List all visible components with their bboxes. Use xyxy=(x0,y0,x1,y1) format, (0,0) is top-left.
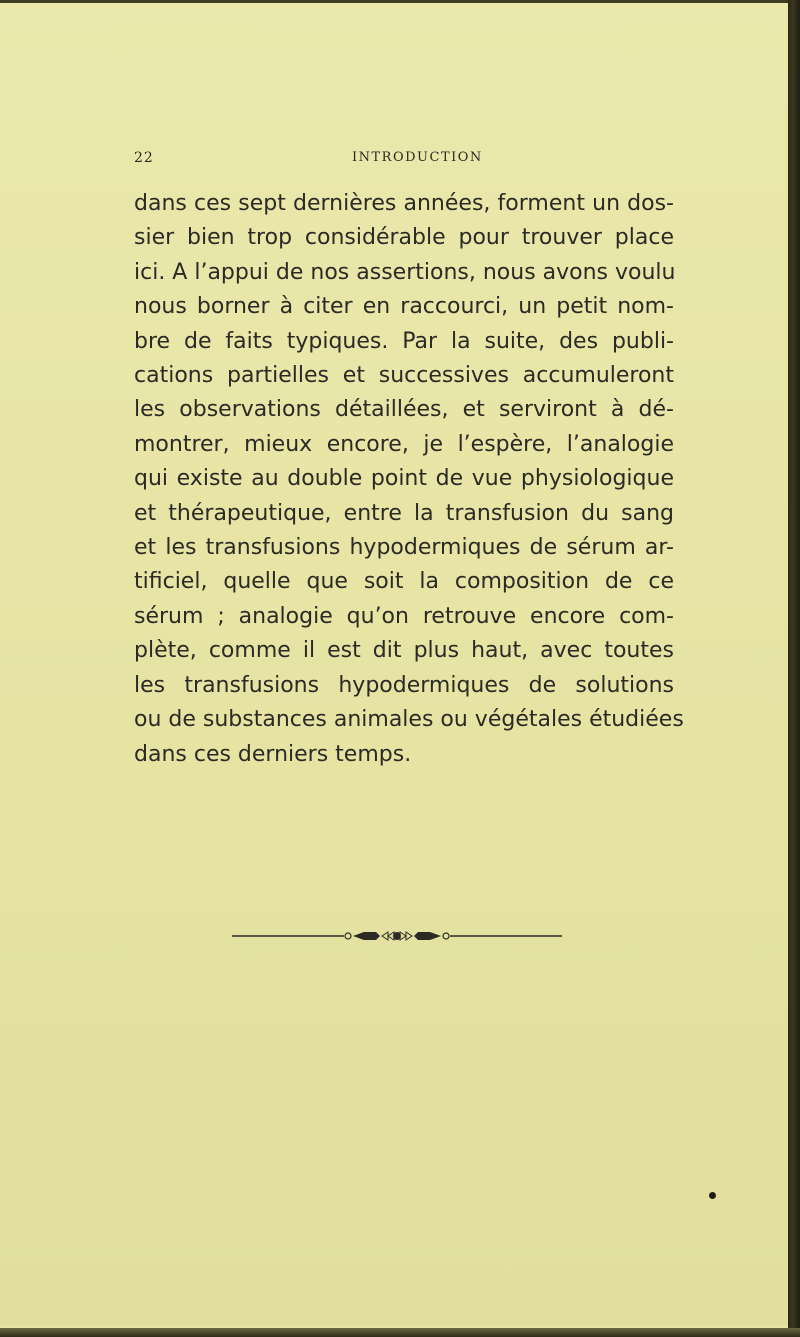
tailpiece-ornament-icon xyxy=(232,930,562,942)
text-line: dans ces derniers temps. xyxy=(134,741,412,767)
page-bottom-edge xyxy=(0,1328,800,1337)
page-number: 22 xyxy=(134,150,154,166)
text-line: qui existe au double point de vue physiologique xyxy=(134,466,674,492)
book-spine-edge xyxy=(788,0,800,1337)
text-line: bre de faits typiques. Par la suite, des publi- xyxy=(134,328,674,354)
text-line: et les transfusions hypodermiques de sérum ar- xyxy=(134,535,674,561)
text-line: cations partielles et successives accumuleront xyxy=(134,363,674,389)
text-line: ou de substances animales ou végétales étudiées xyxy=(134,707,684,733)
text-line: et thérapeutique, entre la transfusion du sang xyxy=(134,500,674,526)
running-head: INTRODUCTION xyxy=(352,150,483,165)
text-line: dans ces sept dernières années, forment un dos- xyxy=(134,191,674,216)
page-header xyxy=(134,150,654,172)
text-line: sérum ; analogie qu’on retrouve encore com- xyxy=(134,603,674,629)
body-paragraph xyxy=(134,187,684,772)
text-line: les transfusions hypodermiques de solutions xyxy=(134,672,674,698)
ink-speck xyxy=(709,1192,716,1199)
text-line: les observations détaillées, et serviront à dé- xyxy=(134,397,674,423)
text-line: sier bien trop considérable pour trouver place xyxy=(134,225,674,251)
text-line: plète, comme il est dit plus haut, avec toutes xyxy=(134,638,674,664)
text-line: ici. A l’appui de nos assertions, nous avons voulu xyxy=(134,259,676,285)
text-line: tificiel, quelle que soit la composition de ce xyxy=(134,569,674,595)
page-top-edge xyxy=(0,0,788,3)
text-line: nous borner à citer en raccourci, un petit nom- xyxy=(134,294,674,320)
text-line: montrer, mieux encore, je l’espère, l’analogie xyxy=(134,431,674,457)
